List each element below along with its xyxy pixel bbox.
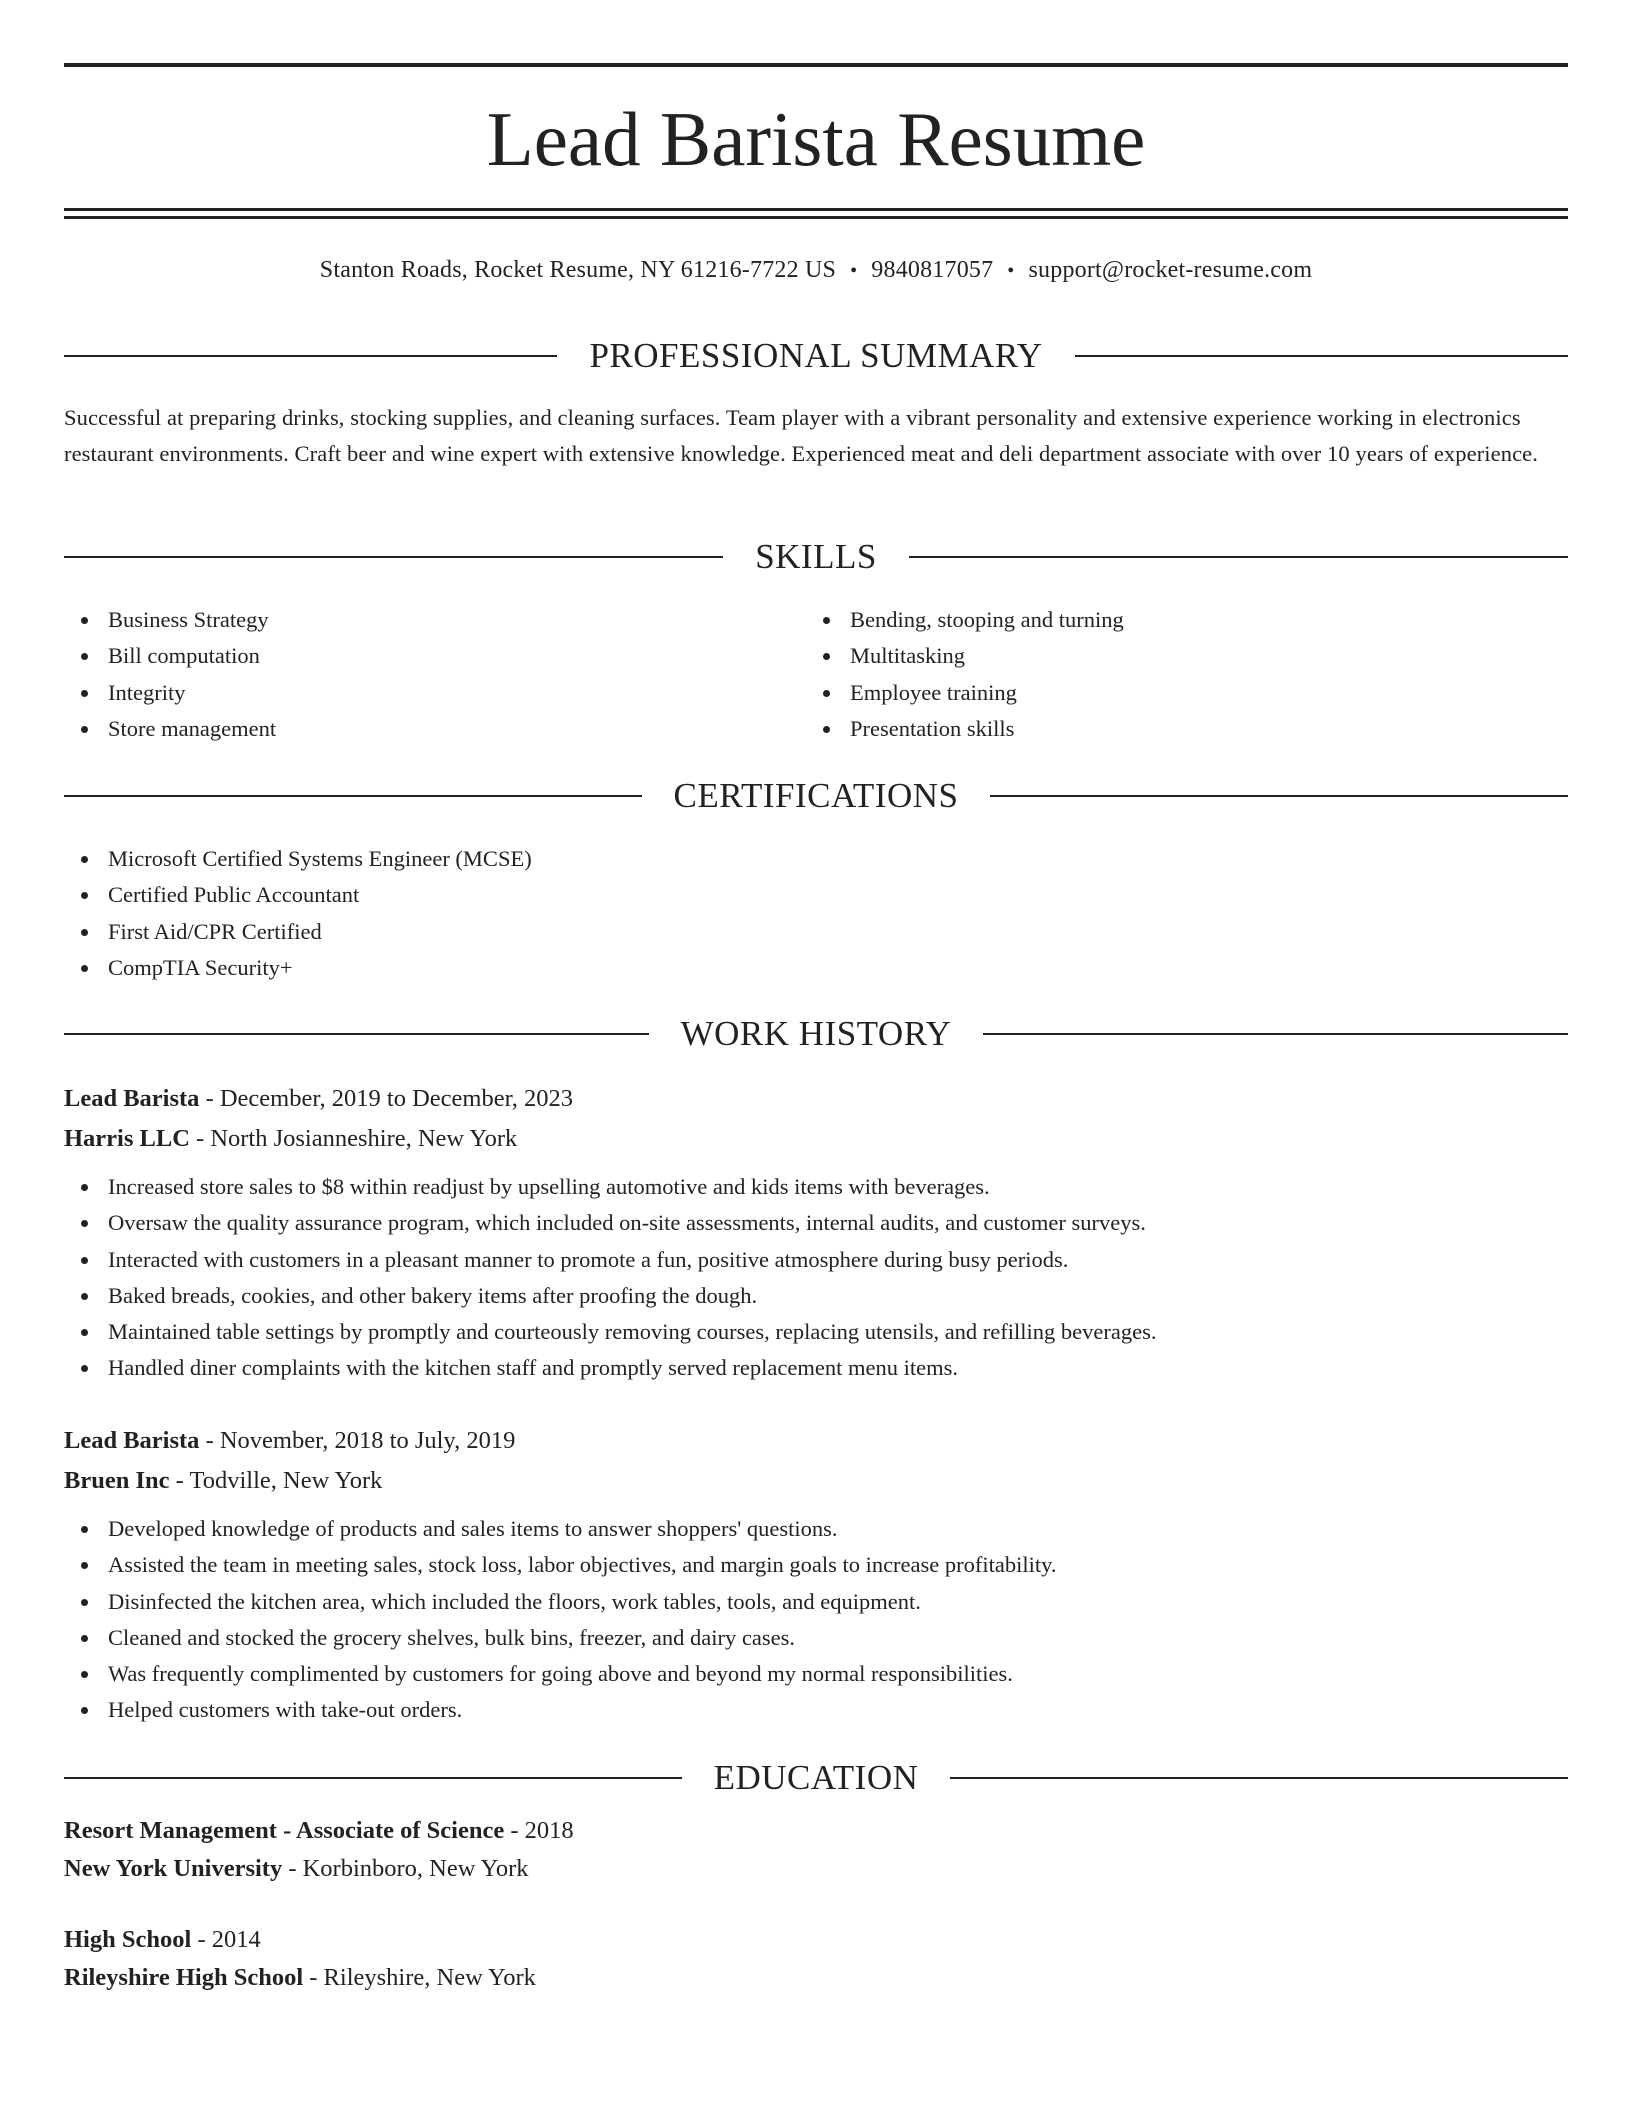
education-school: Rileyshire High School xyxy=(64,1964,304,1991)
education-year: - 2018 xyxy=(504,1817,574,1844)
job-bullet: Handled diner complaints with the kitchen staff and promptly served replacement menu items. xyxy=(64,1350,1568,1386)
job-bullet: Was frequently complimented by customers for going above and beyond my normal responsibilities. xyxy=(64,1656,1568,1692)
job-company: Harris LLC xyxy=(64,1125,190,1152)
job-dates: - December, 2019 to December, 2023 xyxy=(199,1085,574,1112)
skill-item: Business Strategy xyxy=(64,602,764,638)
section-header-work-history xyxy=(64,1012,1568,1056)
education-year: - 2014 xyxy=(191,1926,261,1953)
section-title: EDUCATION xyxy=(713,1758,919,1797)
job-bullets xyxy=(64,1511,1568,1729)
job-bullet: Cleaned and stocked the grocery shelves, bulk bins, freezer, and dairy cases. xyxy=(64,1620,1568,1656)
contact-separator: • xyxy=(850,260,858,282)
section-header-summary xyxy=(64,334,1568,378)
education-degree: Resort Management - Associate of Science xyxy=(64,1817,505,1844)
title-rule-lower xyxy=(64,216,1568,219)
section-rule xyxy=(64,795,642,797)
job-bullet: Baked breads, cookies, and other bakery items after proofing the dough. xyxy=(64,1278,1568,1314)
education-degree-line xyxy=(64,1812,1568,1850)
section-rule xyxy=(64,556,723,558)
section-rule xyxy=(64,1033,649,1035)
section-rule xyxy=(983,1033,1568,1035)
skill-item: Bending, stooping and turning xyxy=(806,602,1506,638)
section-header-skills xyxy=(64,535,1568,579)
education-entry xyxy=(64,1921,1568,1997)
job-title: Lead Barista xyxy=(64,1085,200,1112)
job-bullet: Increased store sales to $8 within readjust by upselling automotive and kids items with beverages. xyxy=(64,1169,1568,1205)
job-company: Bruen Inc xyxy=(64,1467,170,1494)
section-rule xyxy=(64,355,557,357)
summary-text: Successful at preparing drinks, stocking supplies, and cleaning surfaces. Team player with a vibrant personality and extensive experience working in electronics restaurant environments. Craft beer and wine expert with extensive knowledge. Experienced meat and deli department associate with over 10 years of experience. xyxy=(64,405,1538,466)
section-title: WORK HISTORY xyxy=(680,1014,952,1053)
job-entry xyxy=(64,1079,1568,1387)
job-entry xyxy=(64,1421,1568,1729)
certification-item: CompTIA Security+ xyxy=(64,950,1264,986)
education-location: - Rileyshire, New York xyxy=(303,1964,536,1991)
job-title: Lead Barista xyxy=(64,1427,200,1454)
job-bullet: Interacted with customers in a pleasant manner to promote a fun, positive atmosphere during busy periods. xyxy=(64,1242,1568,1278)
contact-email: support@rocket-resume.com xyxy=(1028,257,1313,283)
certification-item: Microsoft Certified Systems Engineer (MCSE) xyxy=(64,841,1264,877)
section-title: SKILLS xyxy=(755,537,877,576)
page-title: Lead Barista Resume xyxy=(486,96,1146,182)
skill-item: Presentation skills xyxy=(806,711,1506,747)
job-title-line xyxy=(64,1421,1568,1461)
skill-item: Multitasking xyxy=(806,638,1506,674)
job-title-line xyxy=(64,1079,1568,1119)
education-degree-line xyxy=(64,1921,1568,1959)
section-title: CERTIFICATIONS xyxy=(673,776,959,815)
job-company-line xyxy=(64,1461,1568,1501)
skill-item: Bill computation xyxy=(64,638,764,674)
contact-line xyxy=(64,254,1568,287)
job-bullet: Oversaw the quality assurance program, which included on-site assessments, internal audits, and customer surveys. xyxy=(64,1205,1568,1241)
contact-address: Stanton Roads, Rocket Resume, NY 61216-7722 US xyxy=(319,257,837,283)
contact-separator: • xyxy=(1007,260,1015,282)
education-school-line xyxy=(64,1850,1568,1888)
education-school: New York University xyxy=(64,1855,283,1882)
section-rule xyxy=(64,1777,682,1779)
job-bullet: Helped customers with take-out orders. xyxy=(64,1692,1568,1728)
contact-phone: 9840817057 xyxy=(871,257,994,283)
skill-item: Integrity xyxy=(64,675,764,711)
section-rule xyxy=(1075,355,1568,357)
job-bullet: Assisted the team in meeting sales, stock loss, labor objectives, and margin goals to increase profitability. xyxy=(64,1547,1568,1583)
skill-item: Employee training xyxy=(806,675,1506,711)
certification-item: First Aid/CPR Certified xyxy=(64,914,1264,950)
job-company-line xyxy=(64,1119,1568,1159)
section-rule xyxy=(909,556,1568,558)
education-location: - Korbinboro, New York xyxy=(282,1855,529,1882)
job-location: - Todville, New York xyxy=(169,1467,383,1494)
skill-item: Store management xyxy=(64,711,764,747)
job-bullet: Maintained table settings by promptly and courteously removing courses, replacing utensils, and refilling beverages. xyxy=(64,1314,1568,1350)
education-degree: High School xyxy=(64,1926,192,1953)
education-school-line xyxy=(64,1959,1568,1997)
certification-item: Certified Public Accountant xyxy=(64,877,1264,913)
skills-list-right xyxy=(806,602,1506,747)
job-bullets xyxy=(64,1169,1568,1387)
section-title: PROFESSIONAL SUMMARY xyxy=(589,336,1043,375)
certifications-list xyxy=(64,841,1264,986)
education-entry xyxy=(64,1812,1568,1888)
job-bullet: Disinfected the kitchen area, which included the floors, work tables, tools, and equipment. xyxy=(64,1584,1568,1620)
section-rule xyxy=(950,1777,1568,1779)
section-header-certifications xyxy=(64,774,1568,818)
skills-list-left xyxy=(64,602,764,747)
job-bullet: Developed knowledge of products and sales items to answer shoppers' questions. xyxy=(64,1511,1568,1547)
section-header-education xyxy=(64,1756,1568,1800)
top-rule xyxy=(64,63,1568,67)
section-rule xyxy=(990,795,1568,797)
title-rule-upper xyxy=(64,208,1568,211)
job-location: - North Josianneshire, New York xyxy=(189,1125,518,1152)
job-dates: - November, 2018 to July, 2019 xyxy=(199,1427,516,1454)
